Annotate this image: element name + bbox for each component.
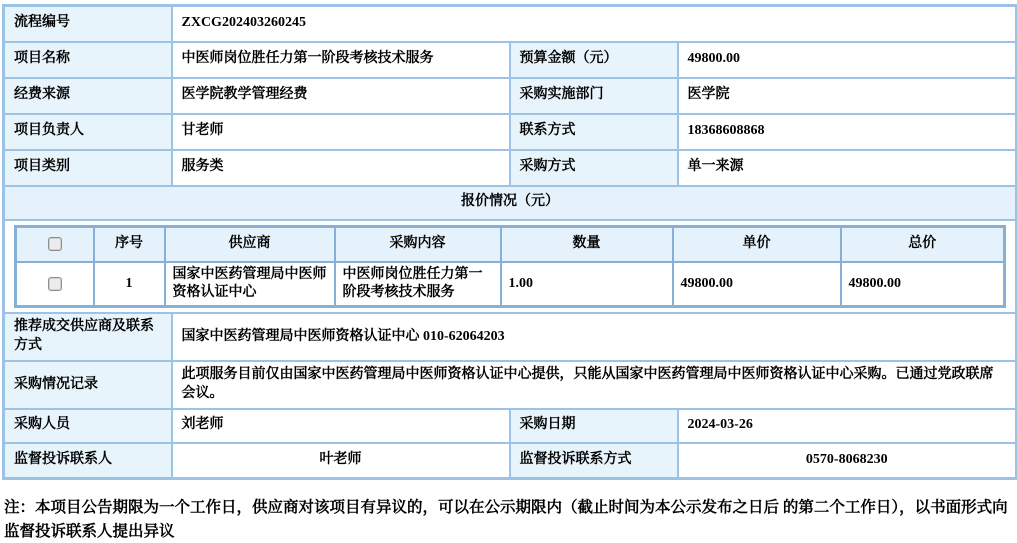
method-value: 单一来源 [678,150,1017,186]
col-qty: 数量 [501,226,673,262]
row-process-no [4,6,1017,42]
record-label: 采购情况记录 [4,361,172,409]
col-supplier: 供应商 [165,226,335,262]
fund-source-label: 经费来源 [4,78,172,114]
row-fund-source [4,78,1017,114]
leader-label: 项目负责人 [4,114,172,150]
quote-row [16,262,1005,307]
row-record [4,361,1017,409]
dept-label: 采购实施部门 [510,78,678,114]
quote-supplier: 国家中医药管理局中医师资格认证中心 [165,262,335,307]
row-buyer [4,409,1017,443]
contact-value: 18368608868 [678,114,1017,150]
row-quote-section-title [4,186,1017,220]
recommended-value: 国家中医药管理局中医师资格认证中心 010-62064203 [172,313,1017,361]
quote-seq: 1 [94,262,165,307]
quote-unit-price: 49800.00 [673,262,841,307]
process-no-value: ZXCG202403260245 [172,6,1017,42]
row-category [4,150,1017,186]
quote-qty: 1.00 [501,262,673,307]
select-all-checkbox[interactable] [48,237,62,251]
fund-source-value: 医学院教学管理经费 [172,78,510,114]
recommended-label: 推荐成交供应商及联系方式 [4,313,172,361]
row-project-name [4,42,1017,78]
date-value: 2024-03-26 [678,409,1017,443]
row-quote-table [4,220,1017,314]
announcement-note: 注：本项目公告期限为一个工作日，供应商对该项目有异议的，可以在公示期限内（截止时间为本公示发布之日后 的第二个工作日），以书面形式向监督投诉联系人提出异议 [4,499,1008,540]
process-no-label: 流程编号 [4,6,172,42]
date-label: 采购日期 [510,409,678,443]
quote-header-row [16,226,1005,262]
contact-label: 联系方式 [510,114,678,150]
quote-section-title: 报价情况（元） [4,186,1017,220]
buyer-value: 刘老师 [172,409,510,443]
col-content: 采购内容 [335,226,501,262]
budget-label: 预算金额（元） [510,42,678,78]
col-seq: 序号 [94,226,165,262]
col-unit-price: 单价 [673,226,841,262]
quote-table-container [4,220,1017,314]
record-value: 此项服务目前仅由国家中医药管理局中医师资格认证中心提供，只能从国家中医药管理局中医师资格认证中心采购。已通过党政联席会议。 [172,361,1017,409]
project-name-label: 项目名称 [4,42,172,78]
buyer-label: 采购人员 [4,409,172,443]
budget-value: 49800.00 [678,42,1017,78]
leader-value: 甘老师 [172,114,510,150]
col-total: 总价 [841,226,1005,262]
row-select-cell [16,262,94,307]
supervisor-label: 监督投诉联系人 [4,443,172,479]
row-checkbox[interactable] [48,277,62,291]
quote-total: 49800.00 [841,262,1005,307]
row-recommended [4,313,1017,361]
method-label: 采购方式 [510,150,678,186]
row-supervisor [4,443,1017,479]
supervisor-contact-label: 监督投诉联系方式 [510,443,678,479]
procurement-form-table [2,4,1017,480]
dept-value: 医学院 [678,78,1017,114]
category-label: 项目类别 [4,150,172,186]
quote-content: 中医师岗位胜任力第一阶段考核技术服务 [335,262,501,307]
category-value: 服务类 [172,150,510,186]
quote-table [14,225,1006,309]
select-all-cell [16,226,94,262]
supervisor-value: 叶老师 [172,443,510,479]
project-name-value: 中医师岗位胜任力第一阶段考核技术服务 [172,42,510,78]
row-leader [4,114,1017,150]
supervisor-contact-value: 0570-8068230 [678,443,1017,479]
